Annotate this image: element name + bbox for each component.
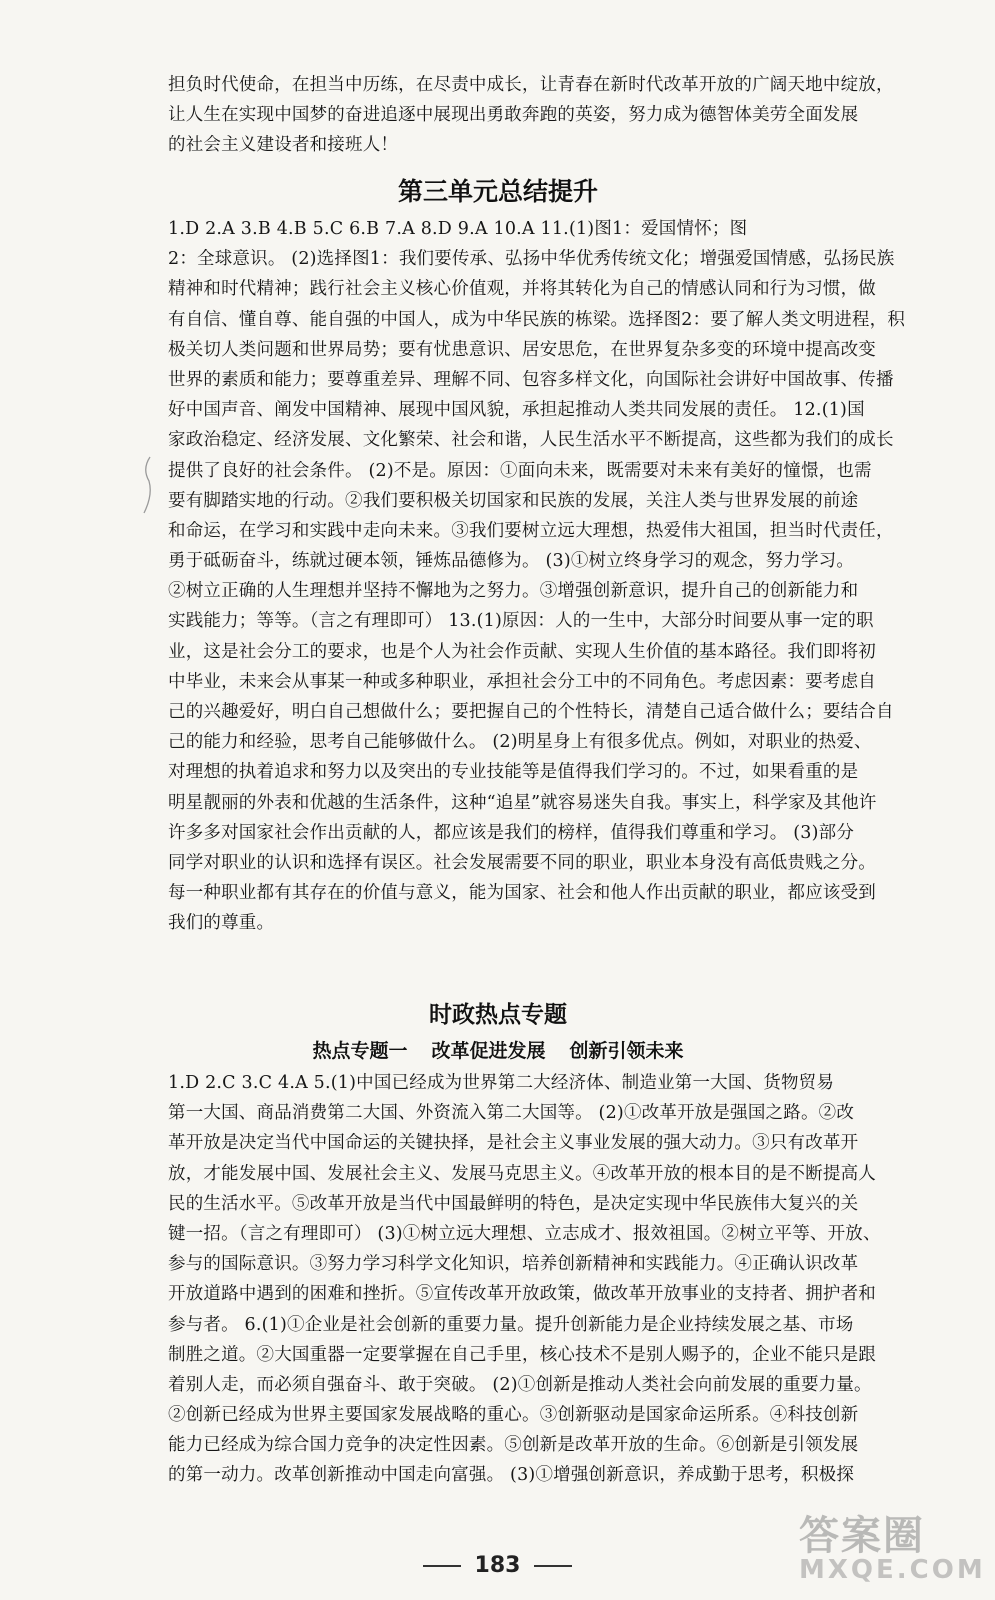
unit3-answers	[168, 214, 906, 939]
text-line: 2：全球意识。 (2)选择图1：我们要传承、弘扬中华优秀传统文化；增强爱国情感，弘扬民族	[168, 249, 895, 270]
text-line: 1.D 2.C 3.C 4.A 5.(1)中国已经成为世界第二大经济体、制造业第一大国、货物贸易	[168, 1073, 835, 1093]
text-line: 同学对职业的认识和选择有误区。社会发展需要不同的职业，职业本身没有高低贵贱之分。	[168, 852, 876, 873]
topic1-subtitle-b: 创新引领未来	[569, 1040, 684, 1062]
text-line: 的社会主义建设者和接班人！	[168, 135, 399, 156]
text-line: 放，才能发展中国、发展社会主义、发展马克思主义。④改革开放的根本目的是不断提高人	[168, 1163, 876, 1184]
text-line: 世界的素质和能力；要尊重差异、理解不同、包容多样文化，向国际社会讲好中国故事、传播	[168, 369, 894, 390]
text-line: 精神和时代精神；践行社会主义核心价值观，并将其转化为自己的情感认同和行为习惯，做	[168, 279, 876, 300]
text-line: 开放道路中遇到的困难和挫折。⑤宣传改革开放政策，做改革开放事业的支持者、拥护者和	[168, 1284, 876, 1305]
text-line: ②创新已经成为世界主要国家发展战略的重心。③创新驱动是国家命运所系。④科技创新	[168, 1405, 859, 1426]
watermark-top-text: 答案圈	[799, 1513, 925, 1559]
text-line: 好中国声音、阐发中国精神、展现中国风貌，承担起推动人类共同发展的责任。 12.(1)国	[168, 400, 865, 421]
text-line: 的第一动力。改革创新推动中国走向富强。 (3)①增强创新意识，养成勤于思考，积极探	[168, 1465, 855, 1486]
topic1-title	[168, 1036, 828, 1063]
text-line: 己的能力和经验，思考自己能够做什么。 (2)明星身上有很多优点。例如，对职业的热爱、	[168, 732, 872, 753]
text-line: 第一大国、商品消费第二大国、外资流入第二大国等。 (2)①改革开放是强国之路。②改	[168, 1103, 855, 1124]
text-line: 键一招。（言之有理即可） (3)①树立远大理想、立志成才、报效祖国。②树立平等、开放、	[168, 1223, 881, 1244]
text-line: 许多多对国家社会作出贡献的人，都应该是我们的榜样，值得我们尊重和学习。 (3)部分	[168, 822, 855, 843]
text-line: 制胜之道。②大国重器一定要掌握在自己手里，核心技术不是别人赐予的，企业不能只是跟	[168, 1344, 876, 1365]
watermark-bottom-text: MXQE.COM	[799, 1555, 986, 1585]
text-line: 革开放是决定当代中国命运的关键抉择，是社会主义事业发展的强大动力。③只有改革开	[168, 1133, 859, 1154]
text-line: 1.D 2.A 3.B 4.B 5.C 6.B 7.A 8.D 9.A 10.A 11.(1)图1：爱国情怀；图	[168, 219, 748, 239]
unit3-summary-title: 第三单元总结提升	[397, 177, 598, 206]
text-line: 民的生活水平。⑤改革开放是当代中国最鲜明的特色，是决定实现中华民族伟大复兴的关	[168, 1193, 859, 1214]
watermark-logo	[799, 1504, 989, 1596]
dash-left	[423, 1565, 461, 1567]
page-number-value: 183	[474, 1553, 521, 1578]
text-line: 参与的国际意识。③努力学习科学文化知识，培养创新精神和实践能力。④正确认识改革	[168, 1254, 859, 1275]
text-line: 每一种职业都有其存在的价值与意义，能为国家、社会和他人作出贡献的职业，都应该受到	[168, 883, 876, 904]
text-line: 担负时代使命，在担当中历练，在尽责中成长，让青春在新时代改革开放的广阔天地中绽放，	[168, 75, 894, 95]
text-line: 要有脚踏实地的行动。②我们要积极关切国家和民族的发展，关注人类与世界发展的前途	[168, 490, 859, 511]
text-line: ②树立正确的人生理想并坚持不懈地为之努力。③增强创新意识，提升自己的创新能力和	[168, 581, 859, 602]
text-line: 让人生在实现中国梦的奋进追逐中展现出勇敢奔跑的英姿，努力成为德智体美劳全面发展	[168, 105, 859, 126]
text-line: 和命运，在学习和实践中走向未来。③我们要树立远大理想，热爱伟大祖国，担当时代责任，	[168, 520, 894, 541]
text-line: 对理想的执着追求和努力以及突出的专业技能等是值得我们学习的。不过，如果看重的是	[168, 762, 859, 783]
text-line: 提供了良好的社会条件。 (2)不是。原因：①面向未来，既需要对未来有美好的憧憬，也需	[168, 460, 872, 481]
hot-topics-title: 时政热点专题	[429, 1002, 567, 1028]
text-line: 家政治稳定、经济发展、文化繁荣、社会和谐，人民生活水平不断提高，这些都为我们的成长	[168, 430, 894, 451]
text-line: 中毕业，未来会从事某一种或多种职业，承担社会分工中的不同角色。考虑因素：要考虑自	[168, 671, 876, 692]
text-line: 有自信、懂自尊、能自强的中国人，成为中华民族的栋梁。选择图2：要了解人类文明进程，积	[168, 309, 906, 330]
text-line: 极关切人类问题和世界局势；要有忧患意识、居安思危，在世界复杂多变的环境中提高改变	[168, 339, 876, 360]
text-line: 实践能力；等等。（言之有理即可） 13.(1)原因：人的一生中，大部分时间要从事一定的职	[168, 611, 874, 632]
text-line: 明星靓丽的外表和优越的生活条件，这种“追星”就容易迷失自我。事实上，科学家及其他许	[168, 792, 877, 813]
text-line: 参与者。 6.(1)①企业是社会创新的重要力量。提升创新能力是企业持续发展之基、市场	[168, 1314, 854, 1335]
topic1-subtitle-a: 改革促进发展	[431, 1040, 546, 1062]
topic1-answers	[168, 1068, 881, 1491]
text-line: 勇于砥砺奋斗，练就过硬本领，锤炼品德修为。 (3)①树立终身学习的观念，努力学习。	[168, 551, 855, 572]
topic1-label: 热点专题一	[312, 1040, 408, 1062]
text-line: 着别人走，而必须自强奋斗、敢于突破。 (2)①创新是推动人类社会向前发展的重要力量。	[168, 1374, 872, 1395]
text-line: 我们的尊重。	[168, 913, 275, 934]
text-line: 能力已经成为综合国力竞争的决定性因素。⑤创新是改革开放的生命。⑥创新是引领发展	[168, 1435, 859, 1456]
dash-right	[534, 1565, 572, 1567]
text-line: 己的兴趣爱好，明白自己想做什么；要把握自己的个性特长，清楚自己适合做什么；要结合自	[168, 702, 894, 722]
margin-mark-icon	[140, 455, 154, 515]
text-line: 业，这是社会分工的要求，也是个人为社会作贡献、实现人生价值的基本路径。我们即将初	[168, 641, 876, 662]
intro-paragraph	[168, 70, 894, 161]
